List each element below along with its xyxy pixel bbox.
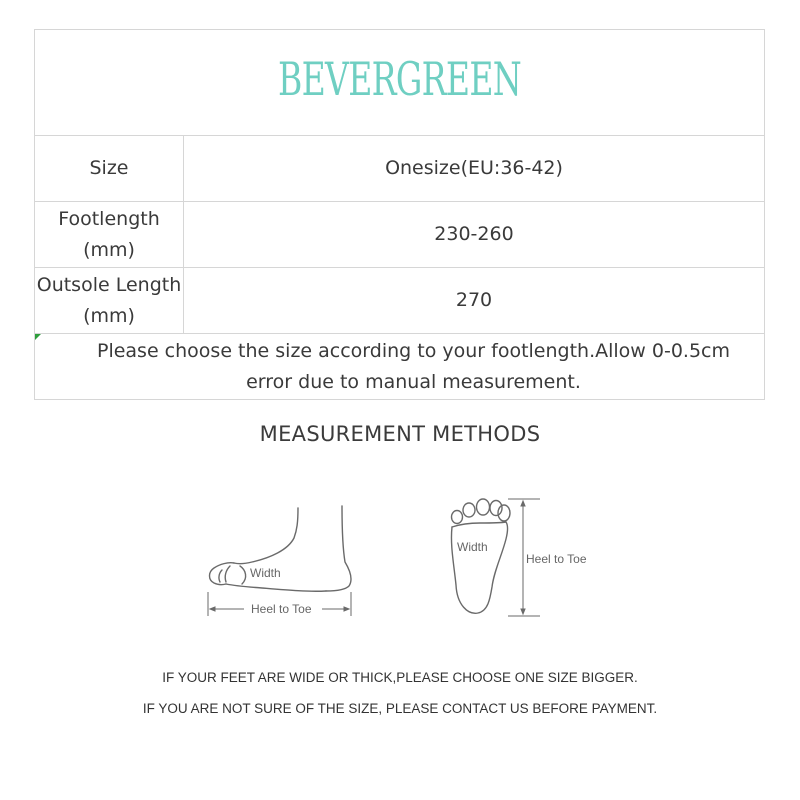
- contact-advice: IF YOU ARE NOT SURE OF THE SIZE, PLEASE CONTACT US BEFORE PAYMENT.: [142, 701, 658, 716]
- corner-marker: [35, 334, 41, 340]
- size-label: Size: [35, 136, 184, 201]
- size-note: Please choose the size according to your footlength.Allow 0-0.5cm error due to manual measurement.: [96, 340, 731, 393]
- side-width-label: Width: [250, 566, 281, 580]
- outsole-length-label: Outsole Length (mm): [35, 268, 184, 333]
- side-foot-icon: [200, 500, 360, 625]
- sole-foot-icon: [440, 495, 600, 620]
- wide-feet-advice: IF YOUR FEET ARE WIDE OR THICK,PLEASE CHOOSE ONE SIZE BIGGER.: [162, 670, 638, 685]
- side-length-label: Heel to Toe: [251, 602, 312, 616]
- table-row: [35, 268, 764, 334]
- brand-logo: BEVERGREEN: [277, 52, 522, 106]
- table-row: [35, 136, 764, 202]
- size-value: Onesize(EU:36-42): [385, 157, 563, 179]
- measurement-methods-title: MEASUREMENT METHODS: [259, 422, 541, 446]
- table-row: [35, 202, 764, 268]
- sole-view-foot-illustration: [440, 495, 600, 620]
- sole-width-label: Width: [457, 540, 488, 554]
- size-table: [34, 29, 765, 400]
- outsole-length-value: 270: [455, 289, 493, 311]
- footlength-value: 230-260: [434, 223, 514, 245]
- footlength-label: Footlength (mm): [35, 202, 184, 267]
- side-view-foot-illustration: [200, 500, 360, 625]
- note-row: [35, 334, 764, 399]
- sole-length-label: Heel to Toe: [526, 552, 587, 566]
- logo-row: [35, 30, 764, 136]
